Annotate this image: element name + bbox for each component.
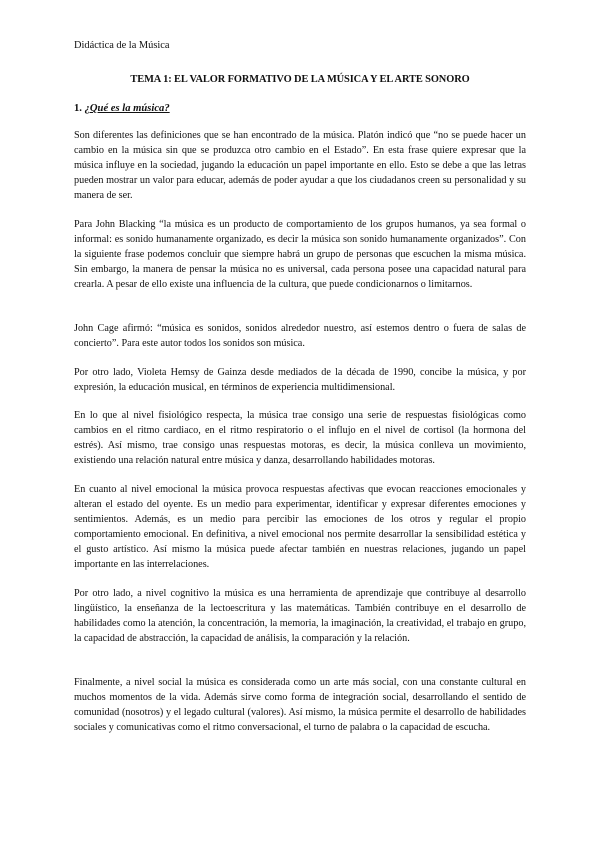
paragraph: Finalmente, a nivel social la música es considerada como un arte más social, con una constante cultural en muchos momentos de la vida. Además sirve como forma de integración social, desarrollando el sentido de comunidad (nosotros) y el legado cultural (valores). Así mismo, la música permite el desarrollo de habilidades sociales y comunicativas como el ritmo conversacional, el turno de palabra o la capacidad de escucha. xyxy=(74,677,526,733)
section-number: 1. xyxy=(74,103,82,114)
paragraph: Por otro lado, Violeta Hemsy de Gainza desde mediados de la década de 1990, concibe la música, y por expresión, la educación musical, en términos de experiencia multidimensional. xyxy=(74,367,526,393)
page-header: Didáctica de la Música xyxy=(74,40,170,51)
paragraph: Son diferentes las definiciones que se han encontrado de la música. Platón indicó que “no se puede hacer un cambio en la música sin que se produzca otro cambio en el Estado”. En esta frase quiere expresar que la música influye en la sociedad, jugando la educación un papel importante en ello. Esto se debe a que las letras pueden mostrar un valor para educar, además de poder ayudar a que los ciudadanos creen su personalidad y su manera de ser. xyxy=(74,130,526,201)
section-heading xyxy=(74,101,170,116)
paragraph: Por otro lado, a nivel cognitivo la música es una herramienta de aprendizaje que contribuye al desarrollo lingüístico, la enseñanza de la lectoescritura y las matemáticas. También contribuye en el desarrollo de habilidades como la atención, la concentración, la memoria, la imaginación, la creatividad, el trabajo en grupo, la capacidad de abstracción, la capacidad de análisis, la comparación y la relación. xyxy=(74,588,526,644)
paragraph: Para John Blacking “la música es un producto de comportamiento de los grupos humanos, ya sea formal o informal: es sonido humanamente organizado, es decir la música son sonido humanamente organizados”. Con la siguiente frase podemos concluir que siempre habrá un grupo de personas que escuchen la misma música. Sin embargo, la manera de pensar la música no es universal, cada persona posee una capacidad natural para crearla. A pesar de ello existe una influencia de la cultura, que puede condicionarnos o limitarnos. xyxy=(74,219,526,290)
paragraph: John Cage afirmó: “música es sonidos, sonidos alrededor nuestro, así estemos dentro o fuera de salas de concierto”. Para este autor todos los sonidos son música. xyxy=(74,323,526,349)
section-title: ¿Qué es la música? xyxy=(84,103,170,114)
paragraph: En lo que al nivel fisiológico respecta, la música trae consigo una serie de respuestas fisiológicas como cambios en el ritmo cardiaco, en el ritmo respiratorio o el influjo en el nivel de cortisol (la hormona del estrés). Así mismo, trae consigo unas respuestas motoras, es decir, la música conlleva un movimiento, existiendo una relación natural entre música y danza, desarrollando habilidades motoras. xyxy=(74,410,526,466)
paragraph: En cuanto al nivel emocional la música provoca respuestas afectivas que evocan reacciones emocionales y alteran el estado del oyente. Es un medio para experimentar, identificar y expresar diferentes emociones y sentimientos. Además, es un medio para percibir las emociones de los otros y regular el propio comportamiento emocional. En definitiva, a nivel emocional nos permite desarrollar la sensibilidad estética y el gusto artístico. Así mismo la música puede afectar también en nuestras relaciones, jugando un papel importante en las interrelaciones. xyxy=(74,484,526,570)
document-title: TEMA 1: EL VALOR FORMATIVO DE LA MÚSICA Y EL ARTE SONORO xyxy=(130,74,470,85)
